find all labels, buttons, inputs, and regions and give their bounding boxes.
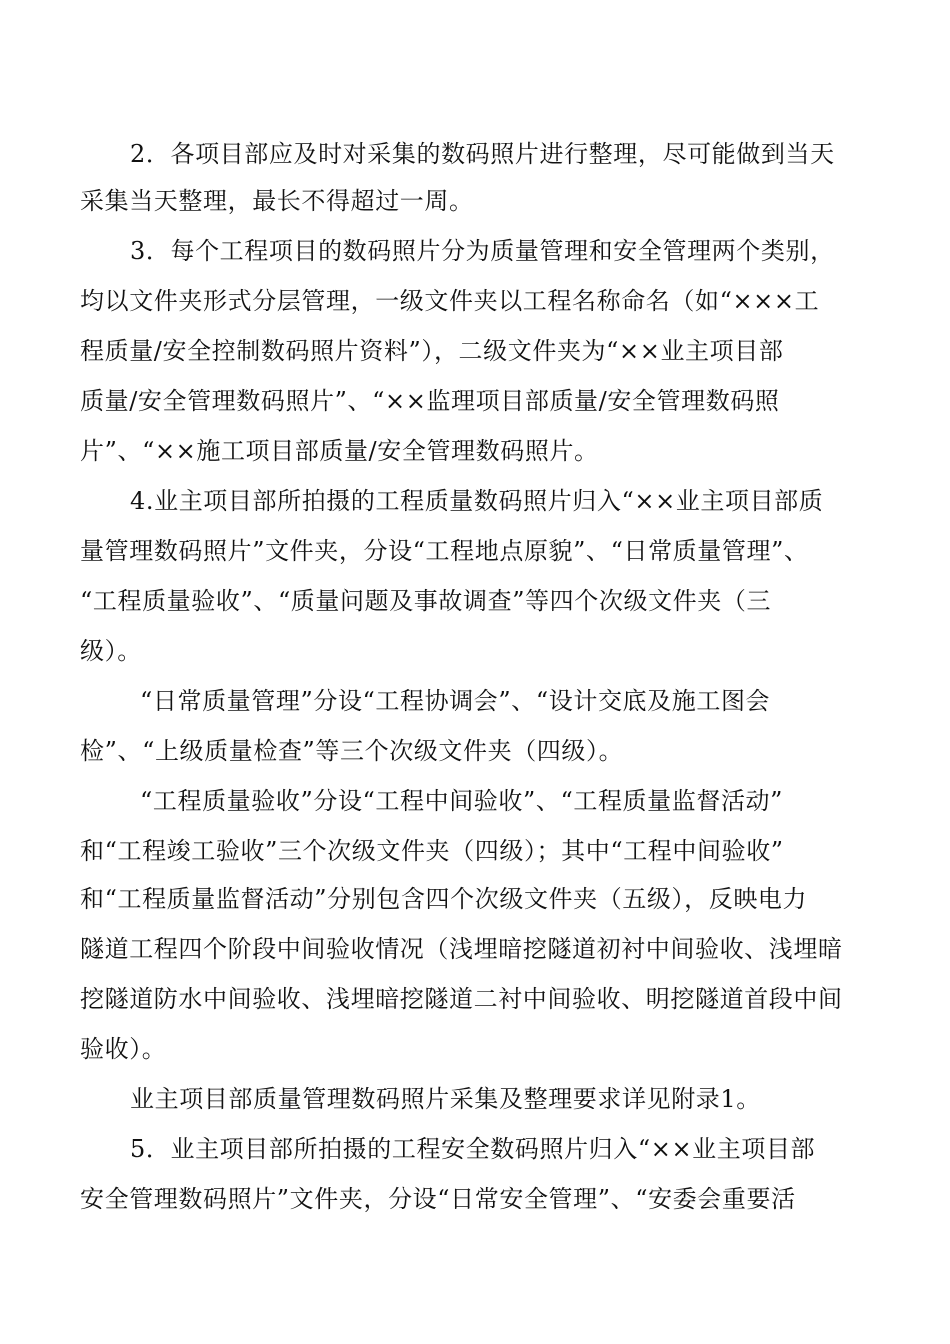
paragraph-acceptance-line-5: 挖隧道防水中间验收、浅埋暗挖隧道二衬中间验收、明挖隧道首段中间: [80, 985, 843, 1013]
paragraph-acceptance-line-3: 和“工程质量监督活动”分别包含四个次级文件夹（五级），反映电力: [80, 885, 808, 913]
paragraph-3-line-3: 程质量/安全控制数码照片资料”），二级文件夹为“××业主项目部: [80, 337, 784, 365]
paragraph-3-line-5: 片”、“××施工项目部质量/安全管理数码照片。: [80, 437, 599, 465]
paragraph-acceptance-line-6: 验收）。: [80, 1035, 167, 1063]
paragraph-2-line-2: 采集当天整理，最长不得超过一周。: [80, 187, 474, 215]
paragraph-acceptance-line-4: 隧道工程四个阶段中间验收情况（浅埋暗挖隧道初衬中间验收、浅埋暗: [80, 935, 843, 963]
paragraph-5-line-2: 安全管理数码照片”文件夹，分设“日常安全管理”、“安委会重要活: [80, 1185, 796, 1213]
paragraph-5-line-1: 5．业主项目部所拍摄的工程安全数码照片归入“××业主项目部: [130, 1135, 816, 1163]
paragraph-acceptance-line-2: 和“工程竣工验收”三个次级文件夹（四级）；其中“工程中间验收”: [80, 837, 784, 865]
paragraph-4-line-2: 量管理数码照片”文件夹，分设“工程地点原貌”、“日常质量管理”、: [80, 537, 809, 565]
paragraph-appendix-line-1: 业主项目部质量管理数码照片采集及整理要求详见附录1。: [130, 1085, 761, 1113]
paragraph-2-line-1: 2．各项目部应及时对采集的数码照片进行整理，尽可能做到当天: [130, 140, 835, 168]
paragraph-4-line-4: 级）。: [80, 637, 142, 665]
paragraph-3-line-1: 3．每个工程项目的数码照片分为质量管理和安全管理两个类别，: [130, 237, 835, 265]
paragraph-acceptance-line-1: “工程质量验收”分设“工程中间验收”、“工程质量监督活动”: [140, 787, 784, 815]
paragraph-4-line-3: “工程质量验收”、“质量问题及事故调查”等四个次级文件夹（三: [80, 587, 772, 615]
paragraph-daily-line-1: “日常质量管理”分设“工程协调会”、“设计交底及施工图会: [140, 687, 771, 715]
paragraph-4-line-1: 4.业主项目部所拍摄的工程质量数码照片归入“××业主项目部质: [130, 487, 824, 515]
paragraph-3-line-2: 均以文件夹形式分层管理，一级文件夹以工程名称命名（如“×××工: [80, 287, 820, 315]
paragraph-daily-line-2: 检”、“上级质量检查”等三个次级文件夹（四级）。: [80, 737, 624, 765]
paragraph-3-line-4: 质量/安全管理数码照片”、“××监理项目部质量/安全管理数码照: [80, 387, 780, 415]
